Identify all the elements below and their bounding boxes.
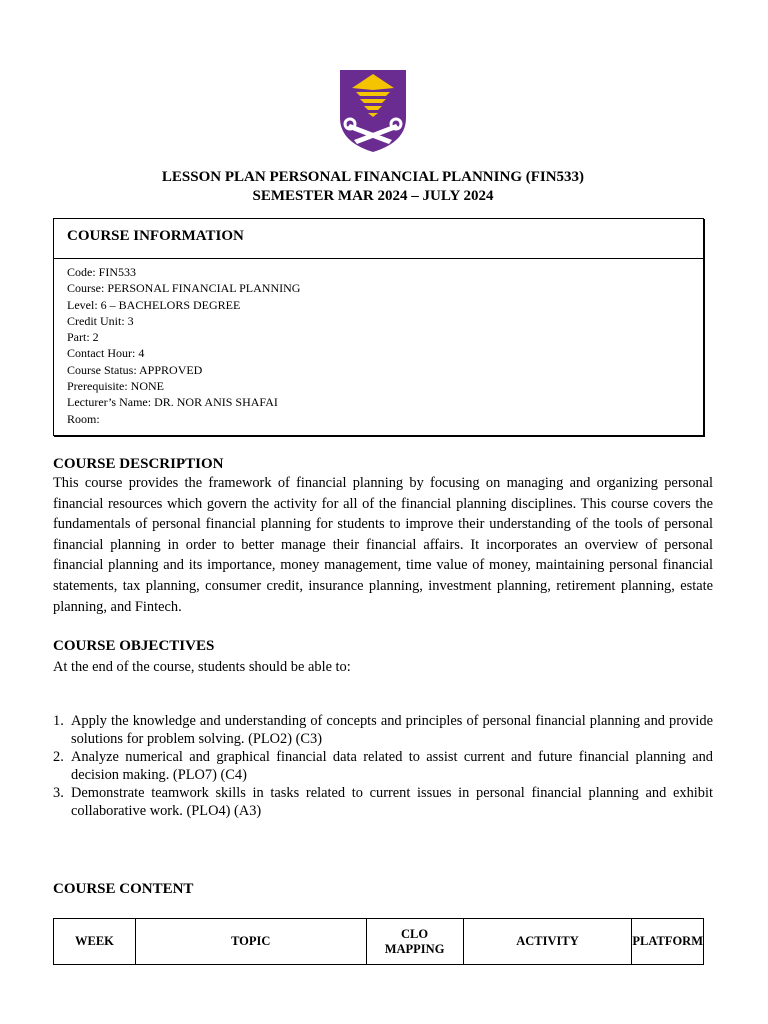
objective-text: Demonstrate teamwork skills in tasks related to current issues in personal financial planning and exhibit collaborative work. (PLO4) (A3) xyxy=(71,785,713,819)
page-title: LESSON PLAN PERSONAL FINANCIAL PLANNING (FIN533) xyxy=(161,169,585,185)
info-part: Part: 2 xyxy=(67,330,99,345)
info-course: Course: PERSONAL FINANCIAL PLANNING xyxy=(67,281,301,296)
column-header-platform: PLATFORM xyxy=(632,919,704,965)
info-room: Room: xyxy=(67,411,100,426)
course-information-details xyxy=(54,259,703,427)
info-contact-hour: Contact Hour: 4 xyxy=(67,346,145,361)
column-header-activity: ACTIVITY xyxy=(463,919,632,965)
course-information-heading: COURSE INFORMATION xyxy=(54,219,703,259)
course-content-heading: COURSE CONTENT xyxy=(53,881,194,897)
info-code: Code: FIN533 xyxy=(67,265,136,279)
objective-number: 3. xyxy=(53,785,64,801)
university-logo xyxy=(334,66,412,154)
university-crest-icon xyxy=(334,66,412,154)
course-description-heading: COURSE DESCRIPTION xyxy=(53,456,224,472)
info-lecturer-name: Lecturer’s Name: DR. NOR ANIS SHAFAI xyxy=(67,395,278,410)
column-header-week: WEEK xyxy=(54,919,136,965)
objective-number: 1. xyxy=(53,713,64,729)
semester-subtitle: SEMESTER MAR 2024 – JULY 2024 xyxy=(252,188,494,204)
info-course-status: Course Status: APPROVED xyxy=(67,362,203,377)
objective-item xyxy=(53,748,713,784)
objective-item xyxy=(53,712,713,748)
course-description-text: This course provides the framework of financial planning by focusing on managing and organizing personal financial resources which govern the activity for all of the financial planning disciplines. This course covers the fundamentals of personal financial planning for students to improve their understanding of the tools of personal financial planning in order to better manage their financial affairs. It incorporates an overview of personal financial planning and its importance, money management, time value of money, maintaining personal financial statements, tax planning, consumer credit, insurance planning, investment planning, retirement planning, estate planning, and Fintech. xyxy=(53,475,713,615)
objective-item xyxy=(53,784,713,820)
course-content-table xyxy=(53,918,704,965)
course-information-box xyxy=(53,218,704,436)
info-credit-unit: Credit Unit: 3 xyxy=(67,313,134,328)
course-objectives-heading: COURSE OBJECTIVES xyxy=(53,638,215,654)
info-prerequisite: Prerequisite: NONE xyxy=(67,379,164,394)
course-objectives-list xyxy=(53,712,713,820)
column-header-clo-mapping: CLO MAPPING xyxy=(366,919,463,965)
objective-text: Apply the knowledge and understanding of concepts and principles of personal financial planning and provide solutions for problem solving. (PLO2) (C3) xyxy=(71,713,713,747)
objective-number: 2. xyxy=(53,749,64,765)
column-header-topic: TOPIC xyxy=(135,919,366,965)
info-level: Level: 6 – BACHELORS DEGREE xyxy=(67,297,241,312)
objective-text: Analyze numerical and graphical financial data related to assist current and future financial planning and decision making. (PLO7) (C4) xyxy=(71,749,713,783)
table-header-row xyxy=(54,919,704,965)
course-objectives-intro: At the end of the course, students should be able to: xyxy=(53,659,351,675)
